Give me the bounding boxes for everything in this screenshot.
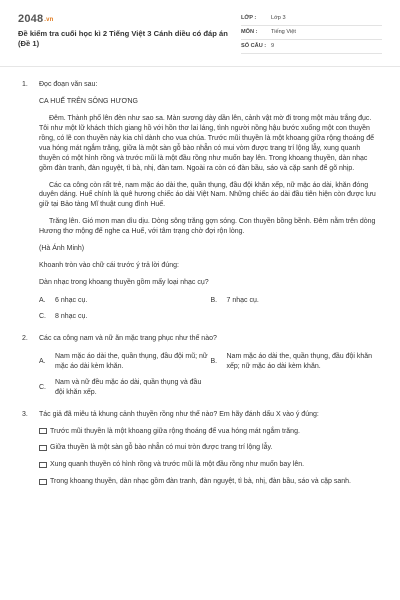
site-logo[interactable] bbox=[18, 12, 54, 28]
passage-paragraph: Đêm. Thành phố lên đèn như sao sa. Màn sương dày dần lên, cảnh vật mờ đi trong một màu trắng đục. Tôi như một lữ khách thích giang hồ với hồn thơ lai láng, tình người nồng hậu bước xuống một con thuyền rồng, có lẽ con thuyền này kia chỉ dành cho vua chúa. Trước mũi thuyền là một khoang giữa rộng thoáng để vua hóng mát ngắm trăng, giữa là một sàn gỗ bào nhẵn có mui vòm được trang trí lộng lẫy, xung quanh thuyền có một hình rồng và trước mũi là một đầu rồng như muốn bay lên. Trong khoang thuyền, dàn nhạc gồm đàn tranh, đàn nguyệt, tì bà, nhị, đàn tam. Ngoài ra còn có đàn bầu, sáo và cặp sanh để gõ nhịp. bbox=[39, 114, 375, 172]
check-text: Giữa thuyền là một sàn gỗ bào nhẵn có mui tròn được trang trí lộng lẫy. bbox=[50, 444, 273, 452]
option-text: Nam mặc áo dài the, quần thụng, đầu đội khăn xếp; nữ mặc áo dài kèm khăn. bbox=[226, 352, 373, 370]
option-text: 7 nhạc cụ. bbox=[226, 297, 259, 304]
option-letter: C. bbox=[39, 312, 46, 320]
meta-label: SỐ CÂU : bbox=[241, 42, 267, 49]
logo-tld: .vn bbox=[44, 17, 54, 23]
meta-label: LỚP : bbox=[241, 14, 257, 21]
check-item[interactable] bbox=[39, 427, 380, 437]
check-text: Trong khoang thuyền, dàn nhạc gồm đàn tranh, đàn nguyệt, tì bà, nhị, đàn bầu, sáo và cặp sanh. bbox=[50, 478, 351, 486]
option-b[interactable] bbox=[211, 352, 381, 372]
checkbox-icon[interactable] bbox=[39, 462, 47, 468]
meta-value: 9 bbox=[271, 42, 275, 49]
document-title: Đề kiểm tra cuối học kì 2 Tiếng Việt 3 Cánh diều có đáp án (Đề 1) bbox=[18, 29, 228, 49]
check-item[interactable] bbox=[39, 460, 380, 470]
question-number: 1. bbox=[22, 81, 28, 88]
option-letter: C. bbox=[39, 383, 46, 391]
checkbox-icon[interactable] bbox=[39, 445, 47, 451]
question-number: 2. bbox=[22, 334, 28, 342]
logo-text: 2048 bbox=[18, 13, 44, 25]
option-text: 8 nhạc cụ. bbox=[55, 312, 88, 320]
passage-title: CA HUẾ TRÊN SÔNG HƯƠNG bbox=[39, 97, 138, 105]
questions-list bbox=[22, 80, 380, 499]
meta-label: MÔN : bbox=[241, 28, 258, 35]
meta-value: Tiếng Việt bbox=[271, 28, 296, 35]
question-prompt: Đọc đoạn văn sau: bbox=[39, 81, 98, 88]
check-item[interactable] bbox=[39, 443, 380, 453]
option-a[interactable] bbox=[39, 296, 209, 306]
answer-options bbox=[39, 296, 380, 322]
check-text: Xung quanh thuyền có hình rồng và trước mũi là một đầu rồng như muốn bay lên. bbox=[50, 461, 305, 469]
option-a[interactable] bbox=[39, 352, 209, 372]
option-text: Nam và nữ đều mặc áo dài, quần thụng và đầu đội khăn xếp. bbox=[55, 378, 202, 396]
option-letter: A. bbox=[39, 357, 46, 365]
passage-paragraph: Các ca công còn rất trẻ, nam mặc áo dài the, quần thụng, đầu đội khăn xếp, nữ mặc áo dài, khăn đóng duyên dáng. Huế chính là quê hương chiếc áo dài Việt Nam. Những chiếc áo dài đầu tiên hiện còn được lưu giữ tại Bảo tàng Mĩ thuật cung đình Huế. bbox=[39, 181, 376, 209]
option-row bbox=[39, 312, 380, 322]
document-meta bbox=[241, 12, 382, 54]
option-row bbox=[39, 296, 380, 306]
meta-row-class bbox=[241, 12, 382, 26]
meta-row-count bbox=[241, 40, 382, 54]
question-prompt: Các ca công nam và nữ ăn mặc trang phục như thế nào? bbox=[39, 334, 217, 342]
question-2 bbox=[22, 334, 380, 398]
passage-paragraph: Trăng lên. Gió mơn man dìu dịu. Dòng sông trăng gợn sóng. Con thuyền bồng bềnh. Đêm nằm trên dòng Hương thơ mộng để nghe ca Huế, với tâm trạng chờ đợi rộn lòng. bbox=[39, 218, 376, 236]
option-c[interactable] bbox=[39, 378, 209, 398]
option-c[interactable] bbox=[39, 312, 209, 322]
option-letter: B. bbox=[210, 297, 218, 304]
meta-value: Lớp 3 bbox=[271, 14, 286, 21]
header bbox=[18, 12, 382, 62]
question-1 bbox=[22, 80, 380, 322]
option-text: Nam mặc áo dài the, quần thụng, đầu đội mũ; nữ mặc áo dài kèm khăn. bbox=[55, 352, 208, 370]
question-instruction: Khoanh tròn vào chữ cái trước ý trả lời đúng: bbox=[39, 262, 179, 270]
option-letter: B. bbox=[210, 357, 218, 365]
header-divider bbox=[0, 66, 400, 67]
option-letter: A. bbox=[39, 297, 46, 304]
checkbox-icon[interactable] bbox=[39, 428, 47, 434]
option-b[interactable] bbox=[211, 296, 381, 306]
checkbox-icon[interactable] bbox=[39, 479, 47, 485]
option-text: 6 nhạc cụ. bbox=[55, 297, 88, 304]
answer-options bbox=[39, 352, 380, 398]
meta-row-subject bbox=[241, 26, 382, 40]
sub-question: Dàn nhạc trong khoang thuyền gồm mấy loại nhạc cụ? bbox=[39, 279, 209, 287]
question-number: 3. bbox=[22, 410, 28, 418]
option-row bbox=[39, 352, 380, 372]
question-3 bbox=[22, 410, 380, 488]
question-prompt: Tác giả đã miêu tả khung cảnh thuyền rồng như thế nào? Em hãy đánh dấu X vào ý đúng: bbox=[39, 410, 319, 418]
check-item[interactable] bbox=[39, 477, 380, 487]
option-row bbox=[39, 378, 380, 398]
check-text: Trước mũi thuyền là một khoang giữa rộng thoáng để vua hóng mát ngắm trăng. bbox=[50, 427, 300, 435]
passage-author: (Hà Ánh Minh) bbox=[39, 245, 85, 253]
